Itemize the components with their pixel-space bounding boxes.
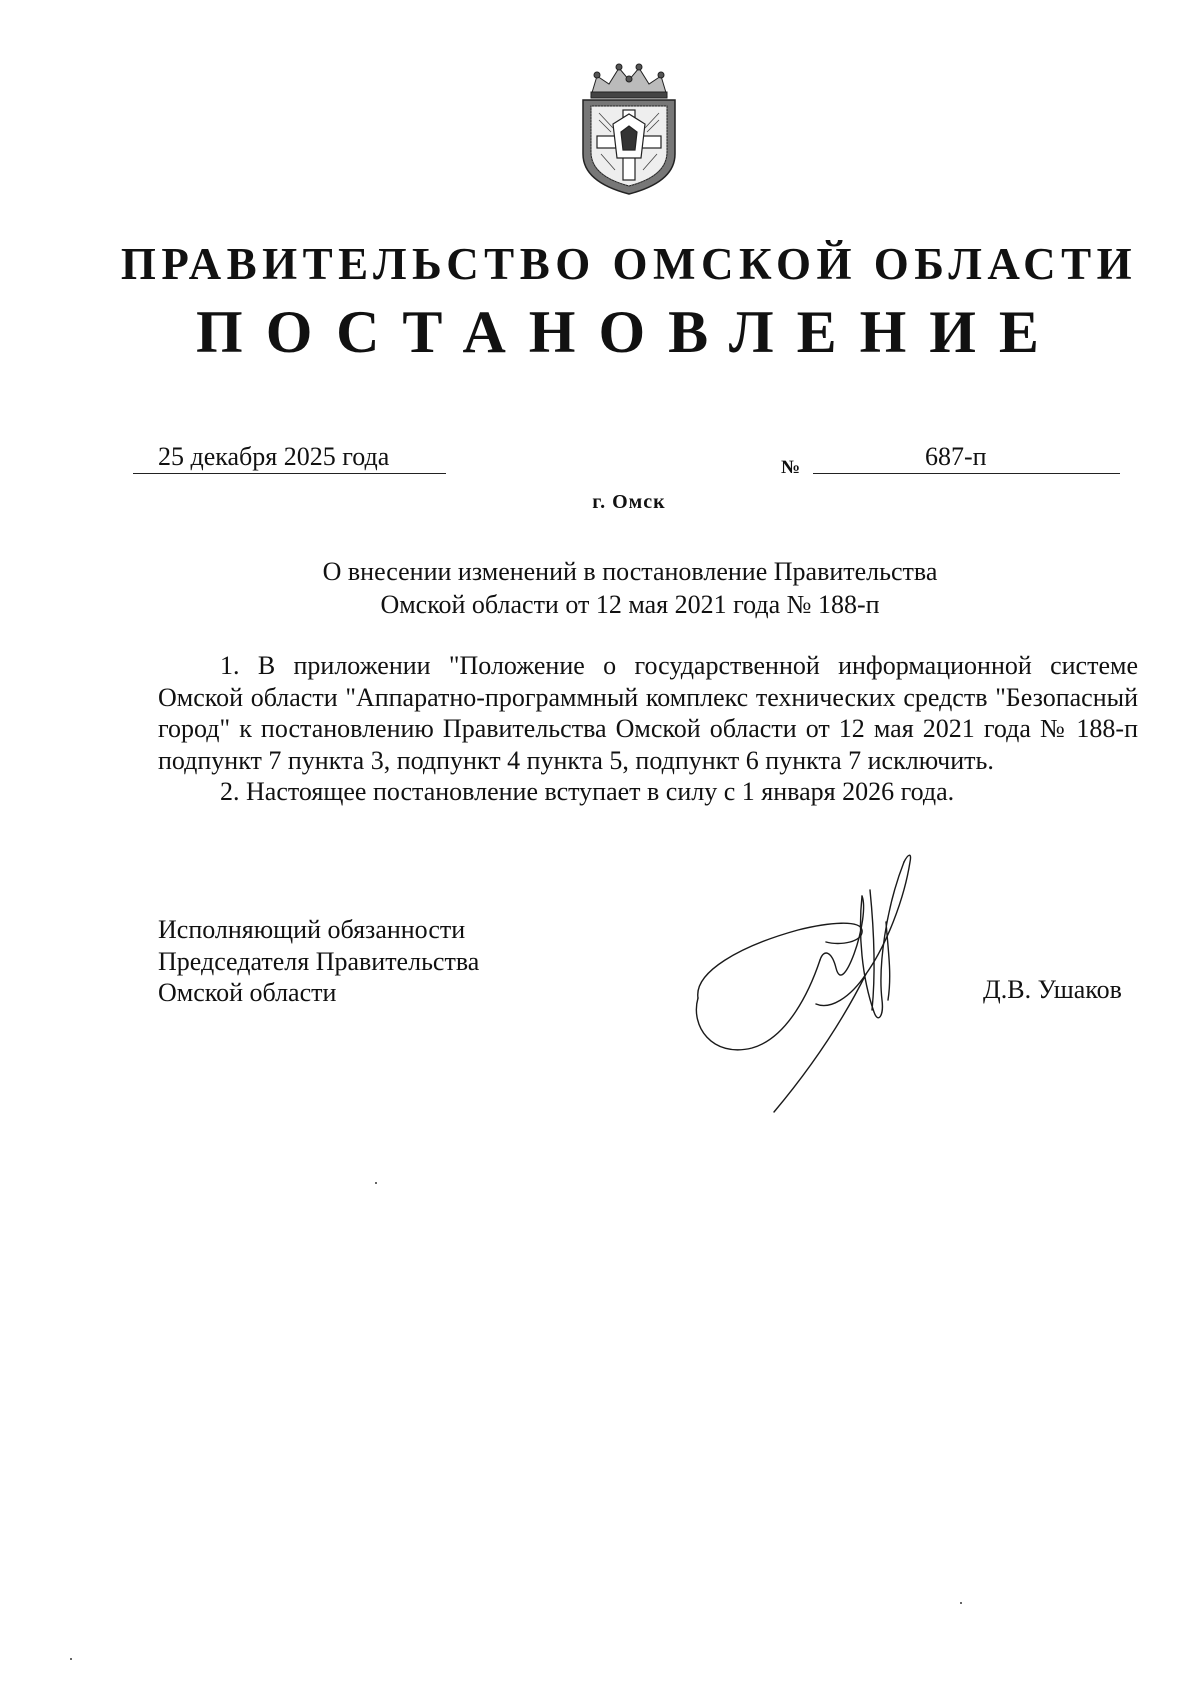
document-body [158,650,1138,808]
scan-speck [375,1182,377,1184]
document-type-title: ПОСТАНОВЛЕНИЕ [196,299,1062,365]
organization-title: ПРАВИТЕЛЬСТВО ОМСКОЙ ОБЛАСТИ [120,239,1138,289]
scan-speck [960,1602,962,1604]
city-label: г. Омск [592,491,666,513]
body-paragraph-2: 2. Настоящее постановление вступает в силу с 1 января 2026 года. [220,777,955,806]
signer-position-line-2: Председателя Правительства [158,946,480,976]
subject-line-2: Омской области от 12 мая 2021 года № 188-п [380,590,880,619]
handwritten-signature [690,850,990,1130]
body-paragraph-1: 1. В приложении "Положение о государственной информационной системе Омской области "Аппаратно-программный комплекс технических средств "Безопасный город" к постановлению Правительства Омской области от 12 мая 2021 года № 188-п подпункт 7 пункта 3, подпункт 4 пункта 5, подпункт 6 пункта 7 исключить. [158,651,1138,775]
document-date-field [133,440,446,474]
document-number-field [813,440,1120,474]
document-subject [200,555,1060,621]
signer-position-line-1: Исполняющий обязанности [158,915,466,944]
coat-of-arms-icon [569,58,689,198]
subject-line-1: О внесении изменений в постановление Правительства [322,557,938,586]
document-date: 25 декабря 2025 года [158,442,390,471]
scan-speck [70,1658,72,1660]
signer-position-line-3: Омской области [158,978,337,1007]
document-number: 687-п [925,442,987,471]
signer-name: Д.В. Ушаков [983,975,1122,1004]
signer-position [158,914,479,1009]
number-sign: № [781,457,801,478]
